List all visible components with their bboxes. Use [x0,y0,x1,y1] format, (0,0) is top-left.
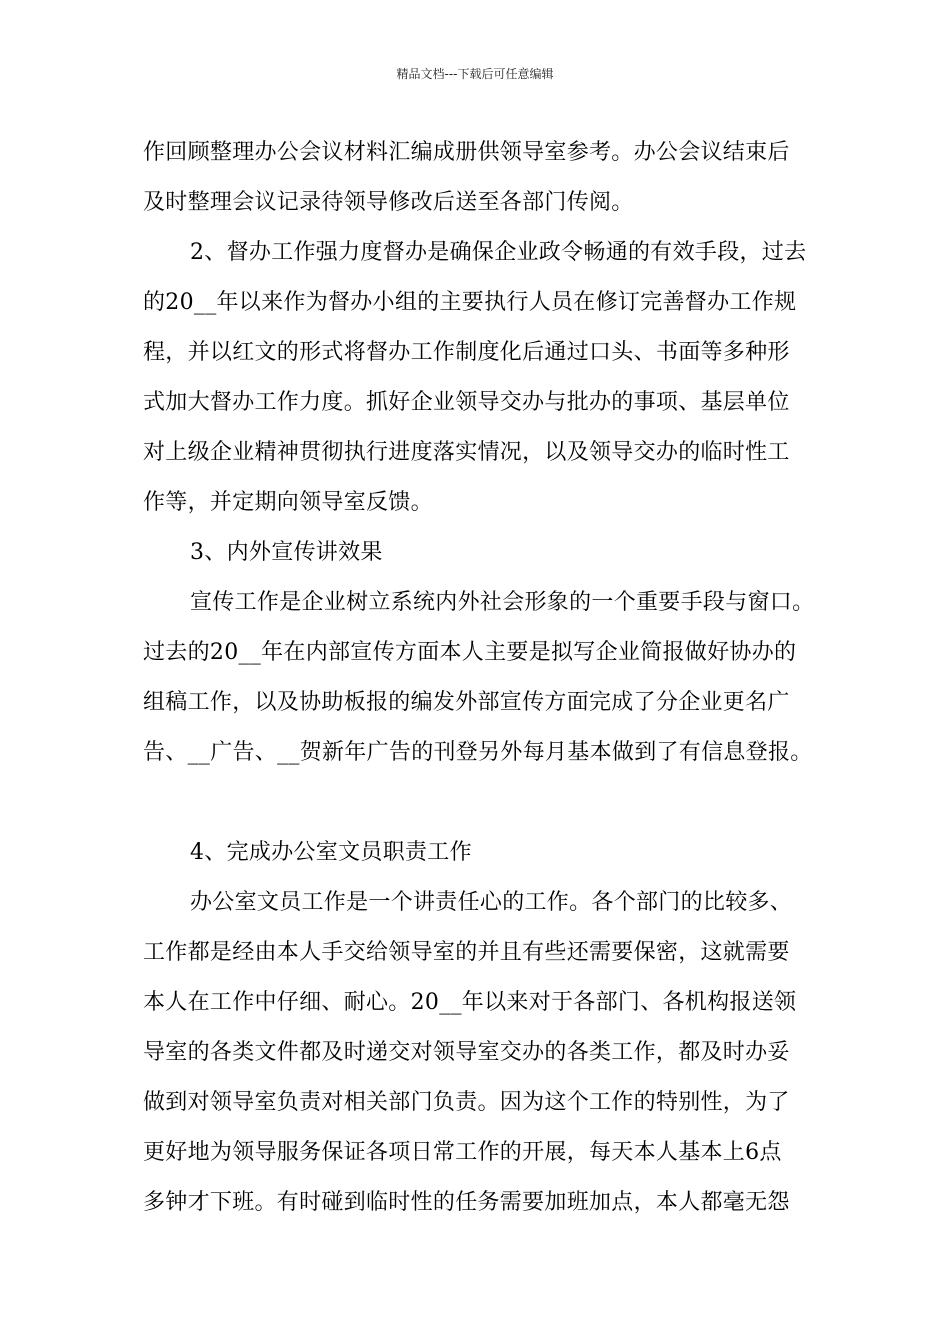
section-3-heading: 3、内外宣传讲效果 [190,540,383,565]
text-line: 工作都是经由本人手交给领导室的并且有些还需要保密，这就需要 [143,940,790,965]
text-line: 更好地为领导服务保证各项日常工作的开展，每天本人基本上6点 [143,1140,782,1165]
text-line: 告、__广告、__贺新年广告的刊登另外每月基本做到了有信息登报。 [143,740,813,765]
text-line: 及时整理会议记录待领导修改后送至各部门传阅。 [143,190,634,215]
text-line: 组稿工作，以及协助板报的编发外部宣传方面完成了分企业更名广 [143,690,790,715]
text-line: 作回顾整理办公会议材料汇编成册供领导室参考。办公会议结束后 [143,140,790,165]
section-2-heading-line: 2、督办工作强力度督办是确保企业政令畅通的有效手段，过去 [190,240,807,265]
text-line: 程，并以红文的形式将督办工作制度化后通过口头、书面等多种形 [143,340,790,365]
section-4-heading: 4、完成办公室文员职责工作 [190,840,472,865]
text-line: 宣传工作是企业树立系统内外社会形象的一个重要手段与窗口。 [190,590,815,615]
text-line: 多钟才下班。有时碰到临时性的任务需要加班加点，本人都毫无怨 [143,1190,790,1215]
text-line: 式加大督办工作力度。抓好企业领导交办与批办的事项、基层单位 [143,390,790,415]
text-line: 导室的各类文件都及时递交对领导室交办的各类工作，都及时办妥 [143,1040,790,1065]
text-line: 的20__年以来作为督办小组的主要执行人员在修订完善督办工作规 [143,290,797,315]
text-line: 本人在工作中仔细、耐心。20__年以来对于各部门、各机构报送领 [143,990,797,1015]
text-line: 做到对领导室负责对相关部门负责。因为这个工作的特别性，为了 [143,1090,790,1115]
text-line: 对上级企业精神贯彻执行进度落实情况，以及领导交办的临时性工 [143,440,790,465]
page-header: 精品文档---下载后可任意编辑 [396,67,554,81]
text-line: 作等，并定期向领导室反馈。 [143,490,433,515]
text-line: 过去的20__年在内部宣传方面本人主要是拟写企业简报做好协办的 [143,640,797,665]
text-line: 办公室文员工作是一个讲责任心的工作。各个部门的比较多、 [190,890,793,915]
